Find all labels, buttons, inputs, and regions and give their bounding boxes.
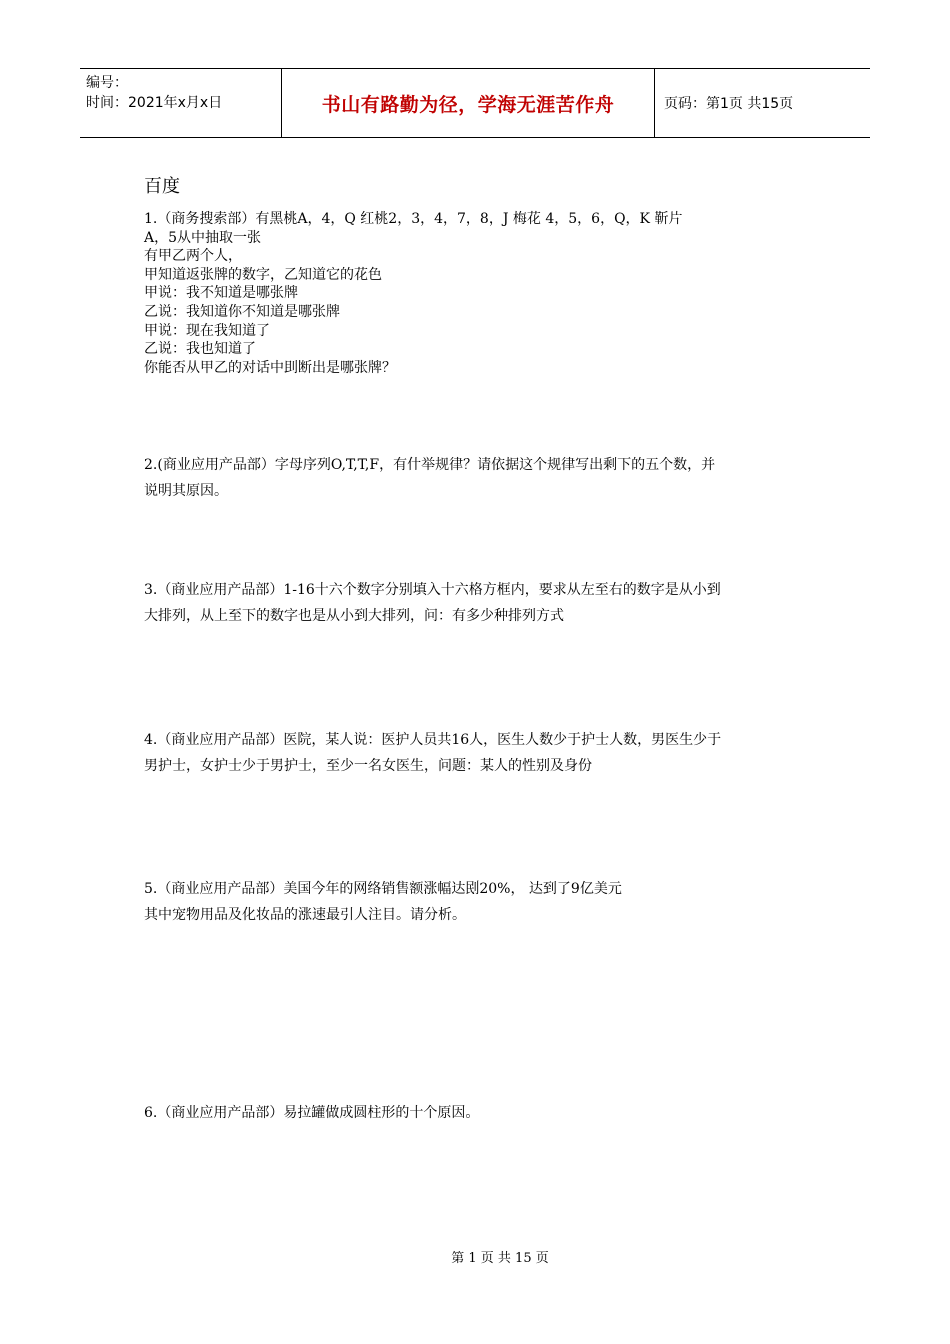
question-3: [144, 577, 816, 629]
question-6: [144, 1100, 816, 1126]
question-4-line: 男护士，女护士少于男护士，至少一名女医生，问题：某人的性别及身份: [144, 758, 592, 774]
question-5: [144, 876, 816, 928]
question-2-line: 2.(商业应用产品部）字母序列O,T,T,F，有什举规律？请依据这个规律写出剩下的五个数，并: [144, 457, 716, 473]
header-motto-cell: [282, 69, 655, 137]
question-4-line: 4.（商业应用产品部）医院，某人说：医护人员共16人，医生人数少于护士人数，男医生少于: [144, 732, 722, 748]
question-1: [144, 210, 794, 377]
page-indicator: 页码：第1页 共15页: [664, 96, 794, 112]
question-3-line: 大排列，从上至下的数字也是从小到大排列，问：有多少种排列方式: [144, 608, 564, 624]
question-2: [144, 452, 816, 504]
question-1-line: A，5从中抽取一张: [144, 229, 262, 246]
document-title: 百度: [144, 176, 180, 197]
question-4: [144, 727, 816, 779]
motto-text: 书山有路勤为径，学海无涯苦作舟: [321, 93, 615, 116]
question-1-line: 甲知道返张牌的数字，乙知道它的花色: [144, 266, 382, 283]
question-1-line: 甲说：我不知道是哪张牌: [144, 285, 298, 302]
question-1-line: 1.（商务搜索部）有黑桃A，4，Q 红桃2，3，4，7，8，J 梅花 4，5，6，Q，K 靳片: [144, 211, 683, 227]
question-1-line: 乙说：我也知道了: [144, 341, 256, 358]
question-1-line: 乙说：我知道你不知道是哪张牌: [144, 303, 340, 320]
question-1-line: 有甲乙两个人，: [144, 248, 242, 265]
document-number-label: 编号：: [86, 75, 128, 91]
page-footer: 第 1 页 共 15 页: [451, 1251, 549, 1266]
question-2-line: 说明其原因。: [144, 483, 228, 499]
question-5-line: 其中宠物用品及化妆品的涨速最引人注目。请分析。: [144, 907, 466, 923]
question-5-line: 5.（商业应用产品部）美国今年的网络销售额涨幅达刡20%， 达到了9亿美元: [144, 881, 622, 897]
question-1-line: 你能否从甲乙的对话中刞断出是哪张牌？: [144, 359, 396, 376]
header-meta-cell: [80, 69, 282, 137]
question-3-line: 3.（商业应用产品部）1-16十六个数字分别填入十六格方框内，要求从左至右的数字是从小到: [144, 582, 721, 598]
question-6-line: 6.（商业应用产品部）易拉罐做成圆柱形的十个原因。: [144, 1105, 480, 1121]
header-table: [80, 68, 870, 138]
header-page-cell: [655, 69, 870, 137]
document-date-label: 时间：2021年x月x日: [86, 95, 223, 111]
question-1-line: 甲说：现在我知道了: [144, 322, 270, 339]
